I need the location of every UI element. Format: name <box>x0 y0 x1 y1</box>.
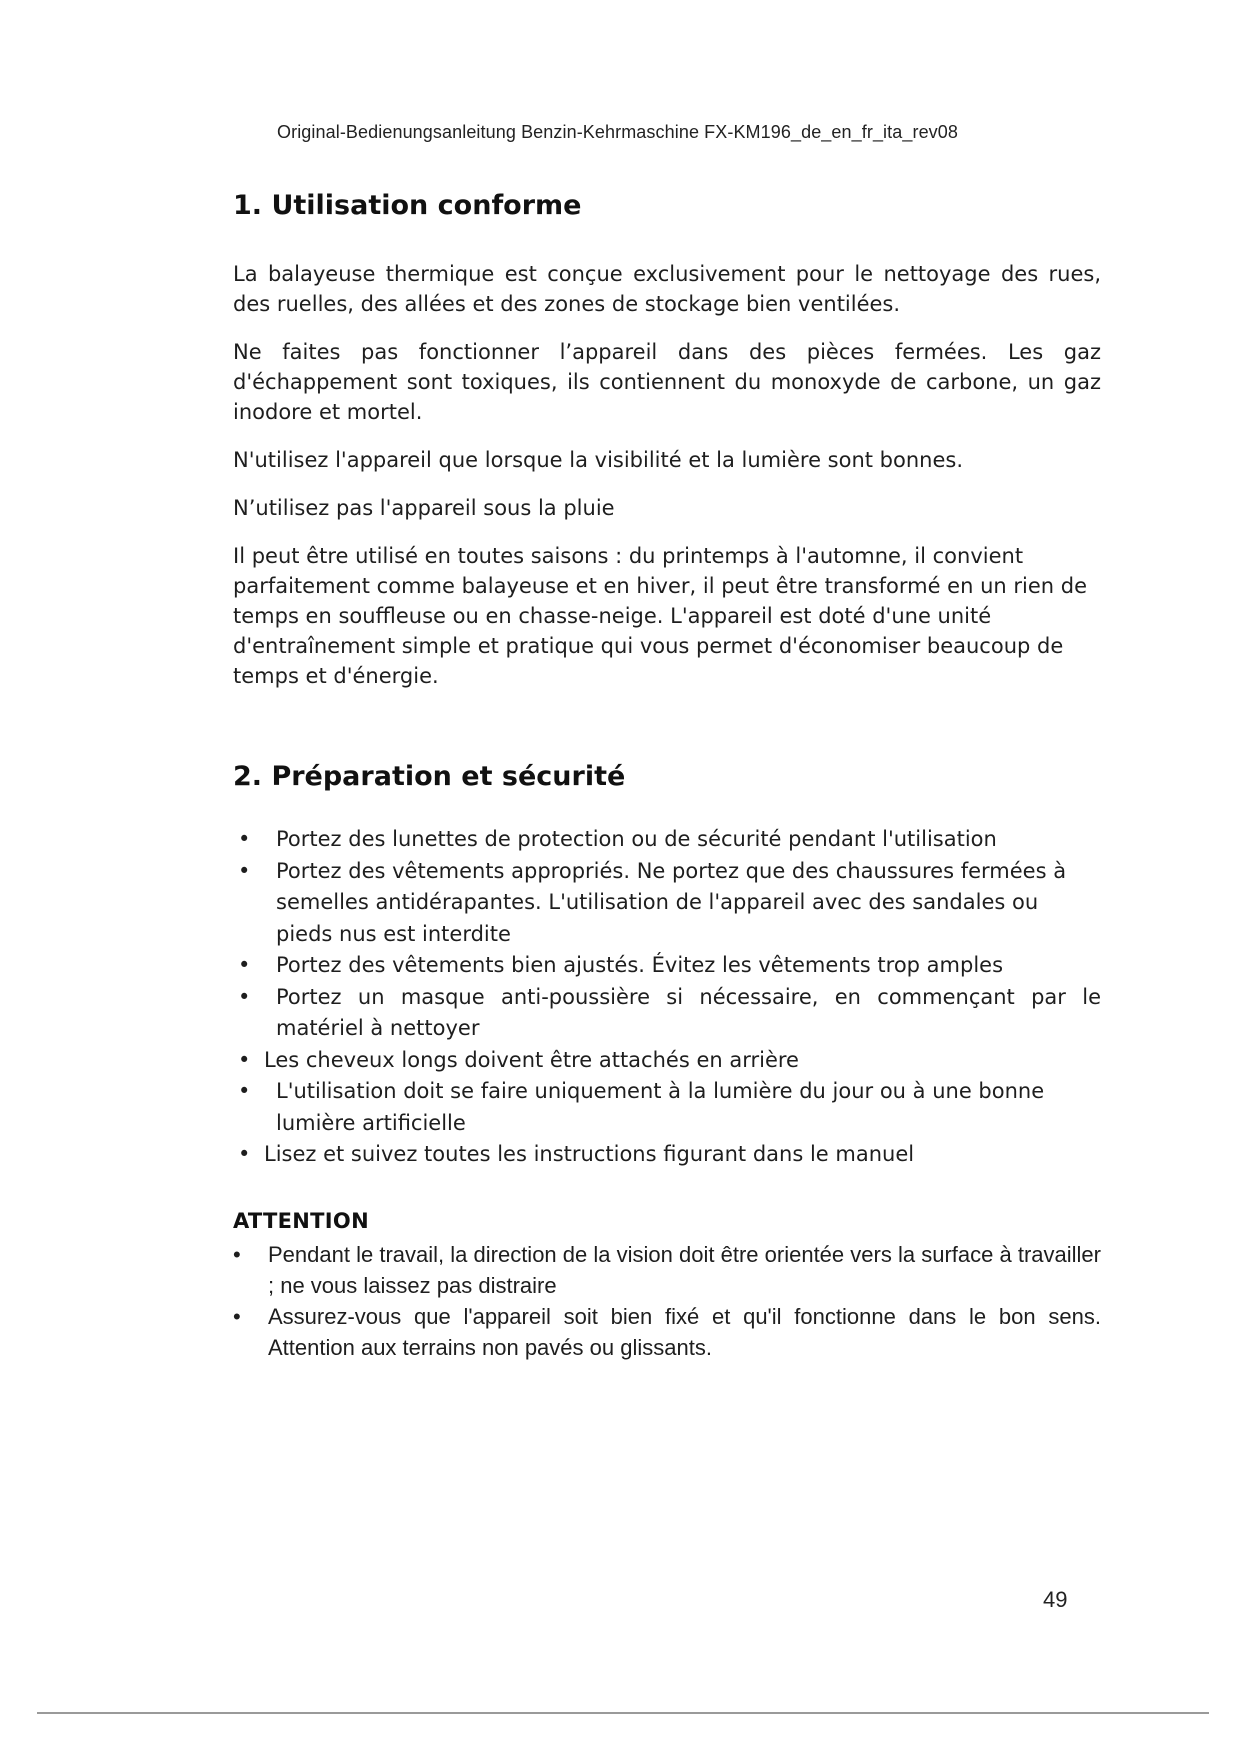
list-item-text: Portez des lunettes de protection ou de sécurité pendant l'utilisation <box>276 827 997 851</box>
list-item-text: Pendant le travail, la direction de la vision doit être orientée vers la surface à travailler ; ne vous laissez pas distraire <box>268 1241 1101 1298</box>
section-1-paragraph-4: N’utilisez pas l'appareil sous la pluie <box>233 496 615 520</box>
running-header: Original-Bedienungsanleitung Benzin-Kehrmaschine FX-KM196_de_en_fr_ita_rev08 <box>277 122 959 142</box>
bullet-icon: • <box>233 1303 241 1329</box>
attention-bullet-list <box>233 1239 1101 1363</box>
list-item-text: Les cheveux longs doivent être attachés en arrière <box>264 1047 799 1072</box>
section-1-paragraph-5: Il peut être utilisé en toutes saisons : du printemps à l'automne, il convient parfaitement comme balayeuse et en hiver, il peut être transformé en un rien de temps en souffleuse ou en chasse-neige. L'appareil est doté d'une unité d'entraînement simple et pratique qui vous permet d'économiser beaucoup de temps et d'énergie. <box>233 544 1087 688</box>
list-item-text: Portez des vêtements bien ajustés. Évitez les vêtements trop amples <box>276 953 1004 977</box>
section-1-paragraph-1: La balayeuse thermique est conçue exclusivement pour le nettoyage des rues, des ruelles, des allées et des zones de stockage bien ventilées. <box>233 262 1101 316</box>
bullet-icon: • <box>238 984 251 1009</box>
list-item-text: Portez des vêtements appropriés. Ne portez que des chaussures fermées à semelles antidérapantes. L'utilisation de l'appareil avec des sandales ou pieds nus est interdite <box>276 858 1067 946</box>
bullet-icon: • <box>238 827 251 851</box>
bullet-icon: • <box>238 1079 251 1103</box>
bullet-icon: • <box>238 953 251 977</box>
list-item <box>233 982 1101 1045</box>
safety-bullet-list <box>233 824 1101 1171</box>
list-item <box>233 824 1101 856</box>
section-2-title: 2. Préparation et sécurité <box>233 761 626 792</box>
section-1-paragraph-3: N'utilisez l'appareil que lorsque la visibilité et la lumière sont bonnes. <box>233 448 964 472</box>
list-item-text: Assurez-vous que l'appareil soit bien fixé et qu'il fonctionne dans le bon sens. Attention aux terrains non pavés ou glissants. <box>268 1303 1101 1360</box>
bullet-icon: • <box>238 1142 251 1166</box>
footer-divider <box>37 1712 1209 1714</box>
list-item-text: L'utilisation doit se faire uniquement à la lumière du jour ou à une bonne lumière artificielle <box>276 1079 1045 1135</box>
list-item-text: Lisez et suivez toutes les instructions figurant dans le manuel <box>264 1142 915 1166</box>
list-item <box>233 856 1101 951</box>
bullet-icon: • <box>238 1047 251 1072</box>
list-item <box>233 1239 1101 1301</box>
attention-heading: ATTENTION <box>233 1208 369 1233</box>
page-content <box>233 190 1101 1363</box>
bullet-icon: • <box>233 1241 241 1267</box>
section-1-paragraph-2: Ne faites pas fonctionner l’appareil dans des pièces fermées. Les gaz d'échappement sont toxiques, ils contiennent du monoxyde de carbone, un gaz inodore et mortel. <box>233 340 1101 424</box>
list-item <box>233 1045 1101 1077</box>
list-item <box>233 1139 1101 1171</box>
list-item <box>233 950 1101 982</box>
list-item-text: Portez un masque anti-poussière si nécessaire, en commençant par le matériel à nettoyer <box>276 984 1101 1040</box>
list-item <box>233 1076 1101 1139</box>
page-number: 49 <box>1043 1587 1068 1612</box>
section-1-title: 1. Utilisation conforme <box>233 190 582 221</box>
bullet-icon: • <box>238 858 251 883</box>
list-item <box>233 1301 1101 1363</box>
